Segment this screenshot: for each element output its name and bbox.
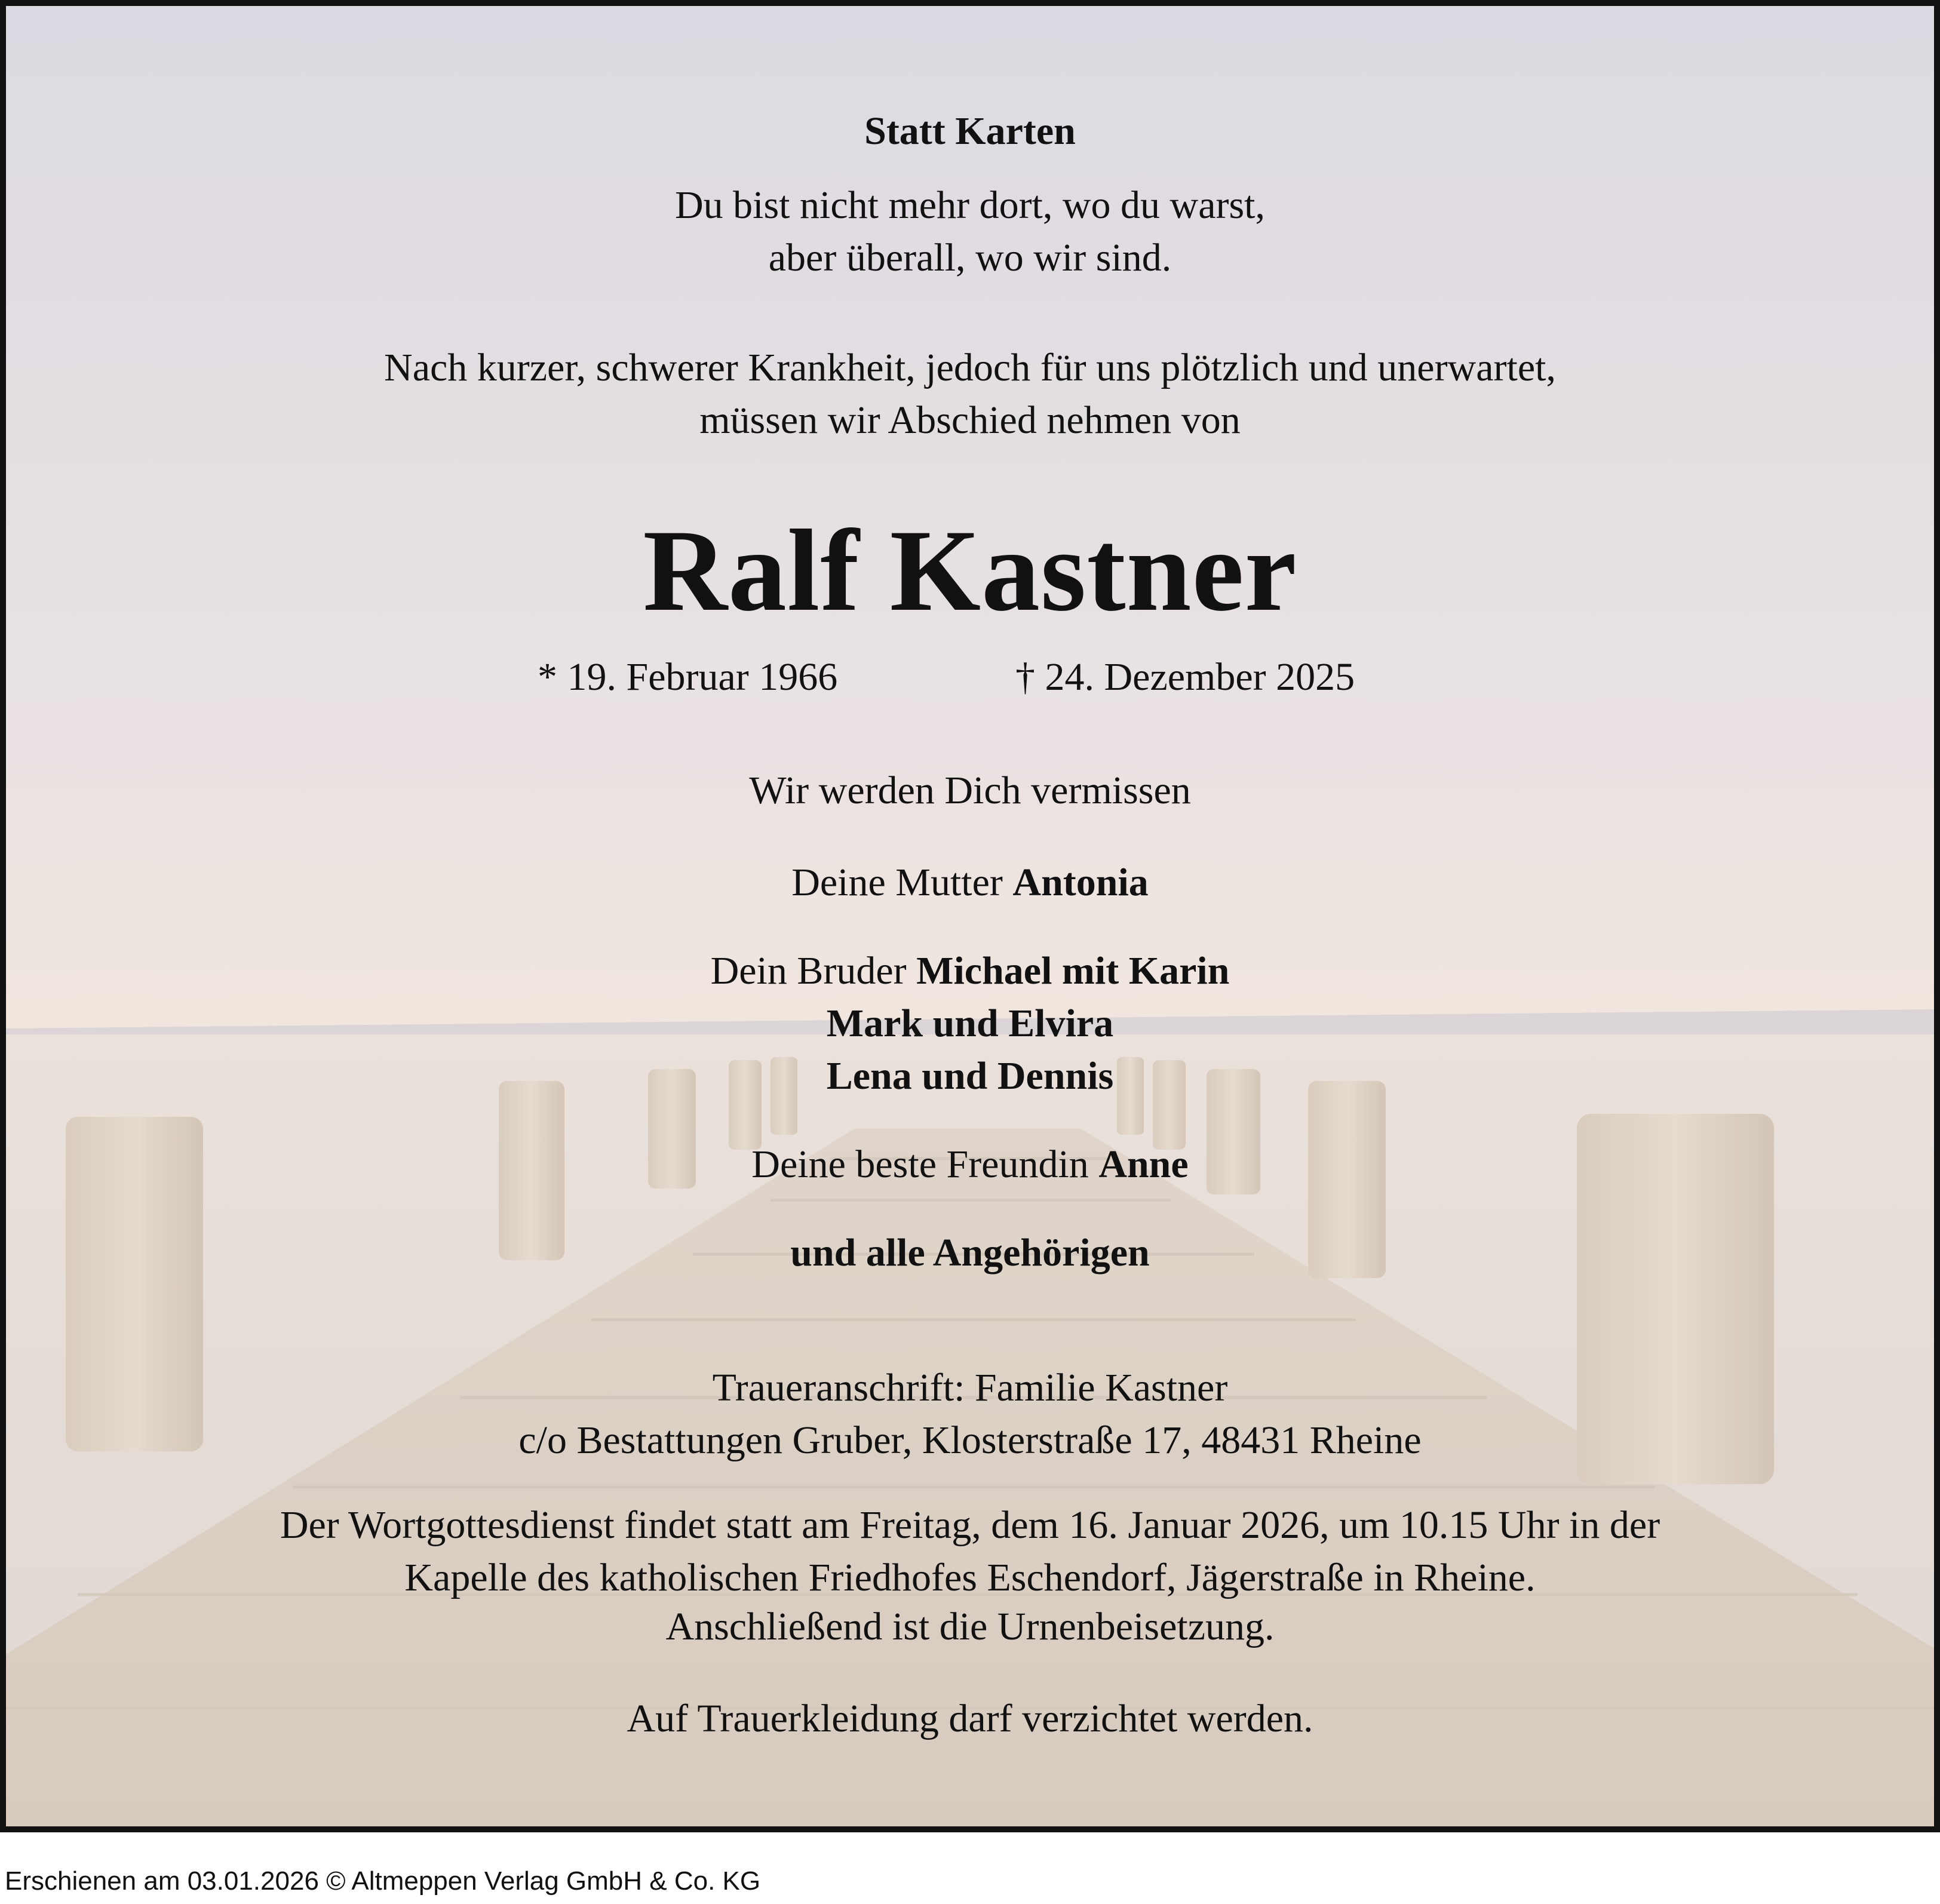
friend-name: Anne <box>1098 1143 1189 1186</box>
life-dates <box>6 655 1934 708</box>
quote-line-2: aber überall, wo wir sind. <box>768 236 1172 280</box>
address-line-1: Traueranschrift: Familie Kastner <box>712 1366 1228 1409</box>
quote-line-1: Du bist nicht mehr dort, wo du warst, <box>674 183 1266 227</box>
birth-date: * 19. Februar 1966 <box>538 655 838 699</box>
dress-note: Auf Trauerkleidung darf verzichtet werden. <box>627 1697 1313 1740</box>
family-line-2: Mark und Elvira <box>826 1002 1114 1045</box>
address-line-2: c/o Bestattungen Gruber, Klosterstraße 17, 48431 Rheine <box>518 1418 1422 1462</box>
publication-footer: Erschienen am 03.01.2026 © Altmeppen Verlag GmbH & Co. KG <box>5 1866 761 1896</box>
mother-name: Antonia <box>1012 861 1149 904</box>
miss-line: Wir werden Dich vermissen <box>749 769 1191 812</box>
death-date: † 24. Dezember 2025 <box>1015 655 1355 699</box>
brother-prefix: Dein Bruder <box>710 949 917 993</box>
deceased-name: Ralf Kastner <box>643 506 1297 635</box>
brother-names: Michael mit Karin <box>916 949 1230 993</box>
mother-line <box>6 856 1934 909</box>
mother-prefix: Deine Mutter <box>791 861 1013 904</box>
family-line-3: Lena und Dennis <box>826 1054 1114 1098</box>
friend-line <box>6 1138 1934 1191</box>
intro-line-2: müssen wir Abschied nehmen von <box>699 398 1241 442</box>
brother-line <box>6 945 1934 997</box>
service-line-1: Der Wortgottesdienst findet statt am Freitag, dem 16. Januar 2026, um 10.15 Uhr in der <box>280 1503 1660 1547</box>
notice-text <box>6 6 1934 1826</box>
service-line-3: Anschließend ist die Urnenbeisetzung. <box>665 1605 1275 1648</box>
intro-line-1: Nach kurzer, schwerer Krankheit, jedoch für uns plötzlich und unerwartet, <box>384 346 1556 389</box>
service-line-2: Kapelle des katholischen Friedhofes Eschendorf, Jägerstraße in Rheine. <box>404 1556 1536 1599</box>
friend-prefix: Deine beste Freundin <box>751 1143 1099 1186</box>
relatives-line: und alle Angehörigen <box>790 1231 1150 1275</box>
heading: Statt Karten <box>864 109 1076 153</box>
